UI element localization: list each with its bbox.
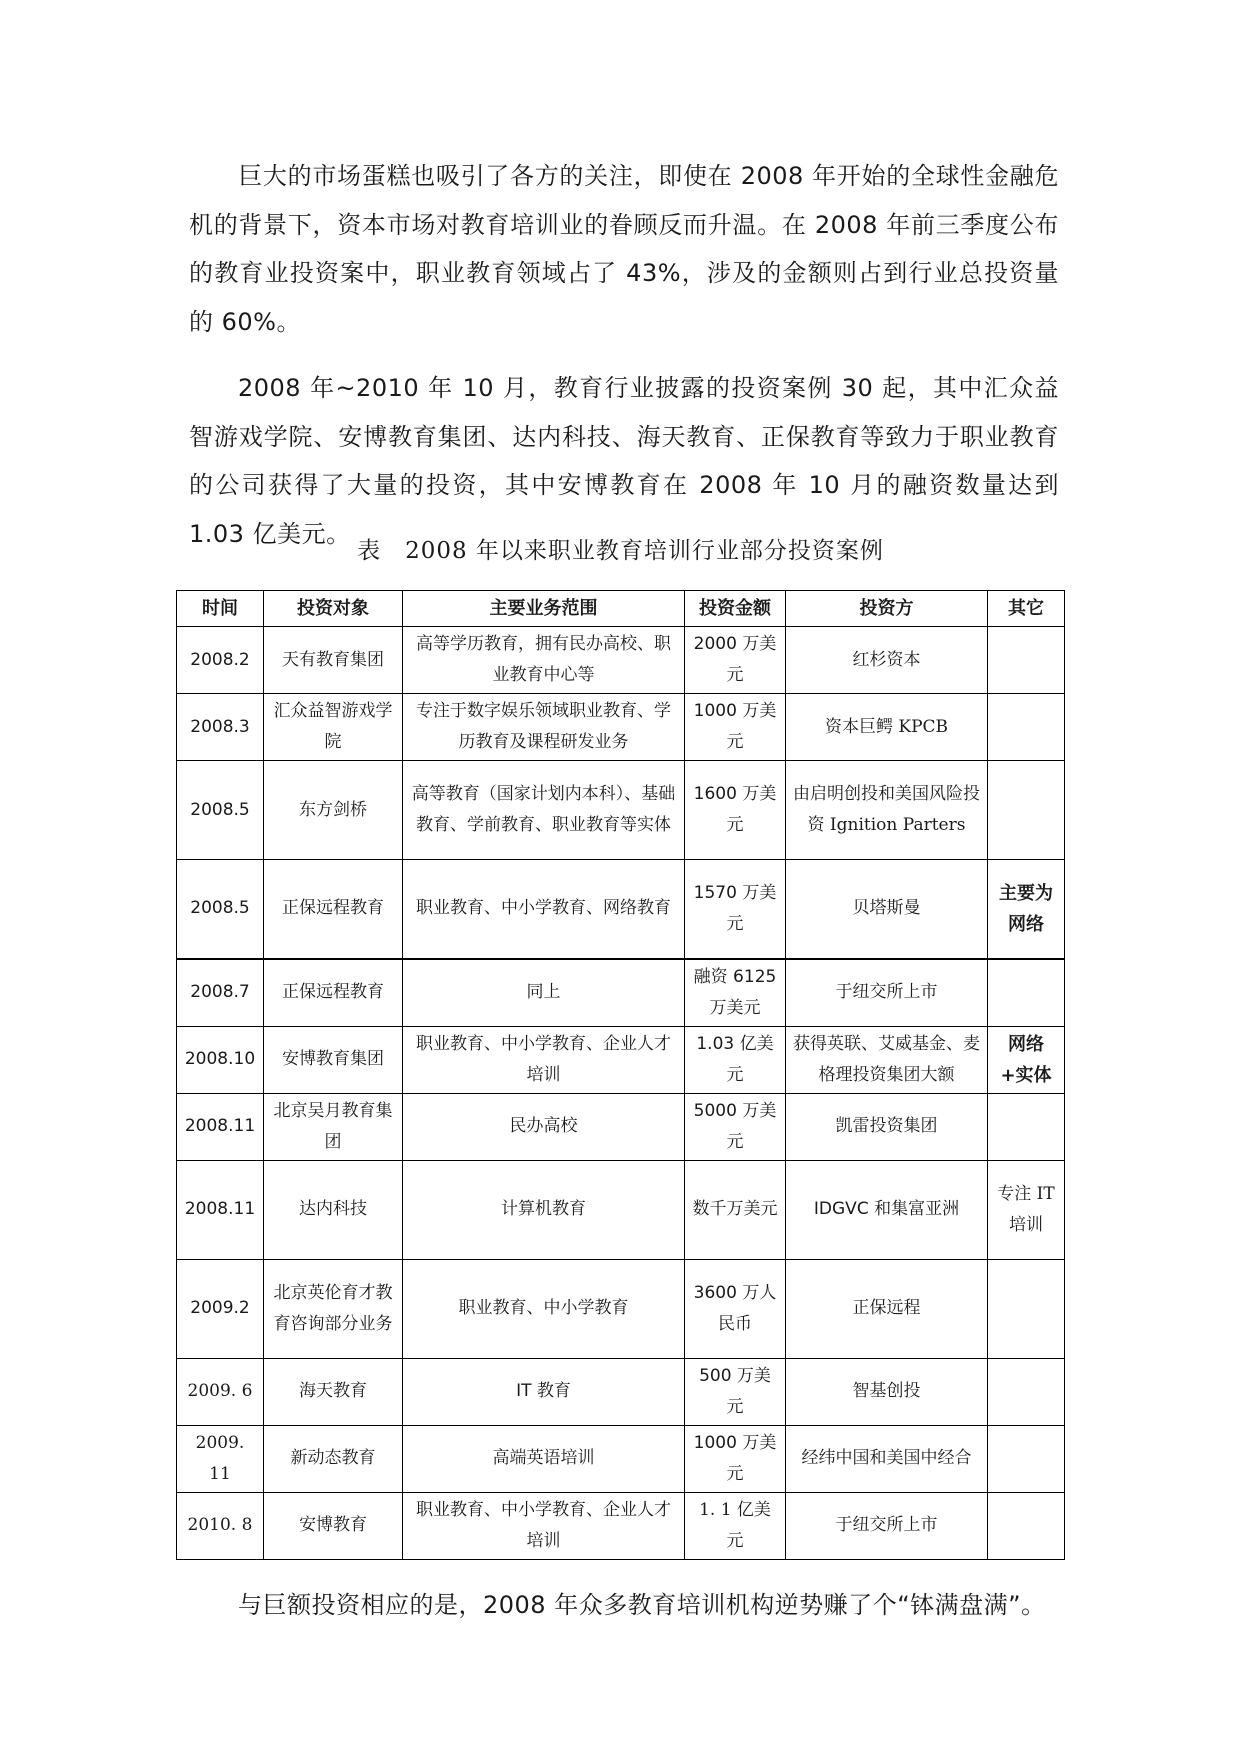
- header-amount: 投资金额: [685, 591, 786, 627]
- cell-business: 职业教育、中小学教育、企业人才培训: [403, 1026, 685, 1093]
- cell-target: 海天教育: [264, 1358, 403, 1425]
- table-row: [177, 1026, 1065, 1093]
- cell-other: [988, 761, 1065, 860]
- cell-target: 北京吴月教育集团: [264, 1093, 403, 1160]
- cell-target: 新动态教育: [264, 1425, 403, 1492]
- cell-business: 高端英语培训: [403, 1425, 685, 1492]
- cell-other: [988, 627, 1065, 694]
- cell-amount: 1. 1 亿美元: [685, 1492, 786, 1559]
- cell-amount: 2000 万美元: [685, 627, 786, 694]
- cell-investor: 获得英联、艾威基金、麦格理投资集团大额: [786, 1026, 988, 1093]
- cell-other: 网络+实体: [988, 1026, 1065, 1093]
- header-other: 其它: [988, 591, 1065, 627]
- cell-amount: 1000 万美元: [685, 1425, 786, 1492]
- header-investor: 投资方: [786, 591, 988, 627]
- cell-time: 2008.3: [177, 694, 264, 761]
- cell-target: 正保远程教育: [264, 860, 403, 959]
- table-row: [177, 1358, 1065, 1425]
- cell-business: 专注于数字娱乐领域职业教育、学历教育及课程研发业务: [403, 694, 685, 761]
- cell-investor: 于纽交所上市: [786, 959, 988, 1027]
- cell-investor: 智基创投: [786, 1358, 988, 1425]
- investment-cases-paragraph-text: 2008 年~2010 年 10 月，教育行业披露的投资案例 30 起，其中汇众益智游戏学院、安博教育集团、达内科技、海天教育、正保教育等致力于职业教育的公司获得了大量的投资，其中安博教育在 2008 年 10 月的融资数量达到 1.03 亿美元。: [189, 374, 1059, 548]
- cell-investor: 由启明创投和美国风险投资 Ignition Parters: [786, 761, 988, 860]
- cell-time: 2009. 11: [177, 1425, 264, 1492]
- table-row: [177, 860, 1065, 959]
- cell-time: 2009. 6: [177, 1358, 264, 1425]
- investment-cases-paragraph: [189, 364, 1059, 558]
- cell-investor: IDGVC 和集富亚洲: [786, 1160, 988, 1259]
- cell-investor: 正保远程: [786, 1259, 988, 1358]
- cell-other: [988, 694, 1065, 761]
- table-row: [177, 694, 1065, 761]
- cell-investor: 经纬中国和美国中经合: [786, 1425, 988, 1492]
- cell-target: 天有教育集团: [264, 627, 403, 694]
- cell-other: [988, 959, 1065, 1027]
- cell-amount: 1570 万美元: [685, 860, 786, 959]
- cell-business: 职业教育、中小学教育: [403, 1259, 685, 1358]
- cell-other: 专注 IT 培训: [988, 1160, 1065, 1259]
- cell-other: [988, 1358, 1065, 1425]
- cell-amount: 500 万美元: [685, 1358, 786, 1425]
- table-row: [177, 627, 1065, 694]
- cell-other: [988, 1425, 1065, 1492]
- cell-target: 汇众益智游戏学院: [264, 694, 403, 761]
- cell-time: 2008.11: [177, 1093, 264, 1160]
- intro-paragraph: [189, 152, 1059, 346]
- cell-amount: 数千万美元: [685, 1160, 786, 1259]
- cell-investor: 资本巨鳄 KPCB: [786, 694, 988, 761]
- cell-amount: 3600 万人民币: [685, 1259, 786, 1358]
- table-row: [177, 761, 1065, 860]
- cell-time: 2008.2: [177, 627, 264, 694]
- cell-target: 安博教育: [264, 1492, 403, 1559]
- table-row: [177, 1160, 1065, 1259]
- table-row: [177, 959, 1065, 1027]
- cell-business: 职业教育、中小学教育、企业人才培训: [403, 1492, 685, 1559]
- cell-time: 2008.10: [177, 1026, 264, 1093]
- cell-investor: 于纽交所上市: [786, 1492, 988, 1559]
- intro-paragraph-text: 巨大的市场蛋糕也吸引了各方的关注，即使在 2008 年开始的全球性金融危机的背景下，资本市场对教育培训业的眷顾反而升温。在 2008 年前三季度公布的教育业投资案中，职业教育领域占了 43%，涉及的金额则占到行业总投资量的 60%。: [189, 162, 1059, 336]
- closing-paragraph: 与巨额投资相应的是，2008 年众多教育培训机构逆势赚了个“钵满盘满”。: [238, 1591, 1046, 1619]
- cell-time: 2008.11: [177, 1160, 264, 1259]
- cell-time: 2008.7: [177, 959, 264, 1027]
- cell-investor: 贝塔斯曼: [786, 860, 988, 959]
- header-time: 时间: [177, 591, 264, 627]
- table-header-row: [177, 591, 1065, 627]
- cell-amount: 1000 万美元: [685, 694, 786, 761]
- table-row: [177, 1425, 1065, 1492]
- cell-target: 正保远程教育: [264, 959, 403, 1027]
- cell-target: 东方剑桥: [264, 761, 403, 860]
- cell-business: 同上: [403, 959, 685, 1027]
- cell-other: [988, 1259, 1065, 1358]
- cell-amount: 融资 6125 万美元: [685, 959, 786, 1027]
- cell-time: 2008.5: [177, 761, 264, 860]
- table-row: [177, 1093, 1065, 1160]
- cell-business: 高等学历教育，拥有民办高校、职业教育中心等: [403, 627, 685, 694]
- cell-target: 北京英伦育才教育咨询部分业务: [264, 1259, 403, 1358]
- cell-business: 职业教育、中小学教育、网络教育: [403, 860, 685, 959]
- table-row: [177, 1492, 1065, 1559]
- cell-investor: 红杉资本: [786, 627, 988, 694]
- header-business: 主要业务范围: [403, 591, 685, 627]
- cell-other: [988, 1492, 1065, 1559]
- header-target: 投资对象: [264, 591, 403, 627]
- cell-business: 计算机教育: [403, 1160, 685, 1259]
- cell-other: 主要为网络: [988, 860, 1065, 959]
- table-row: [177, 1259, 1065, 1358]
- cell-target: 安博教育集团: [264, 1026, 403, 1093]
- investment-cases-table: [176, 590, 1065, 1560]
- table-caption: 表 2008 年以来职业教育培训行业部分投资案例: [357, 538, 884, 564]
- cell-other: [988, 1093, 1065, 1160]
- cell-target: 达内科技: [264, 1160, 403, 1259]
- cell-time: 2008.5: [177, 860, 264, 959]
- cell-amount: 5000 万美元: [685, 1093, 786, 1160]
- cell-business: 民办高校: [403, 1093, 685, 1160]
- cell-time: 2010. 8: [177, 1492, 264, 1559]
- cell-time: 2009.2: [177, 1259, 264, 1358]
- cell-amount: 1.03 亿美元: [685, 1026, 786, 1093]
- cell-business: 高等教育（国家计划内本科）、基础教育、学前教育、职业教育等实体: [403, 761, 685, 860]
- cell-investor: 凯雷投资集团: [786, 1093, 988, 1160]
- cell-business: IT 教育: [403, 1358, 685, 1425]
- cell-amount: 1600 万美元: [685, 761, 786, 860]
